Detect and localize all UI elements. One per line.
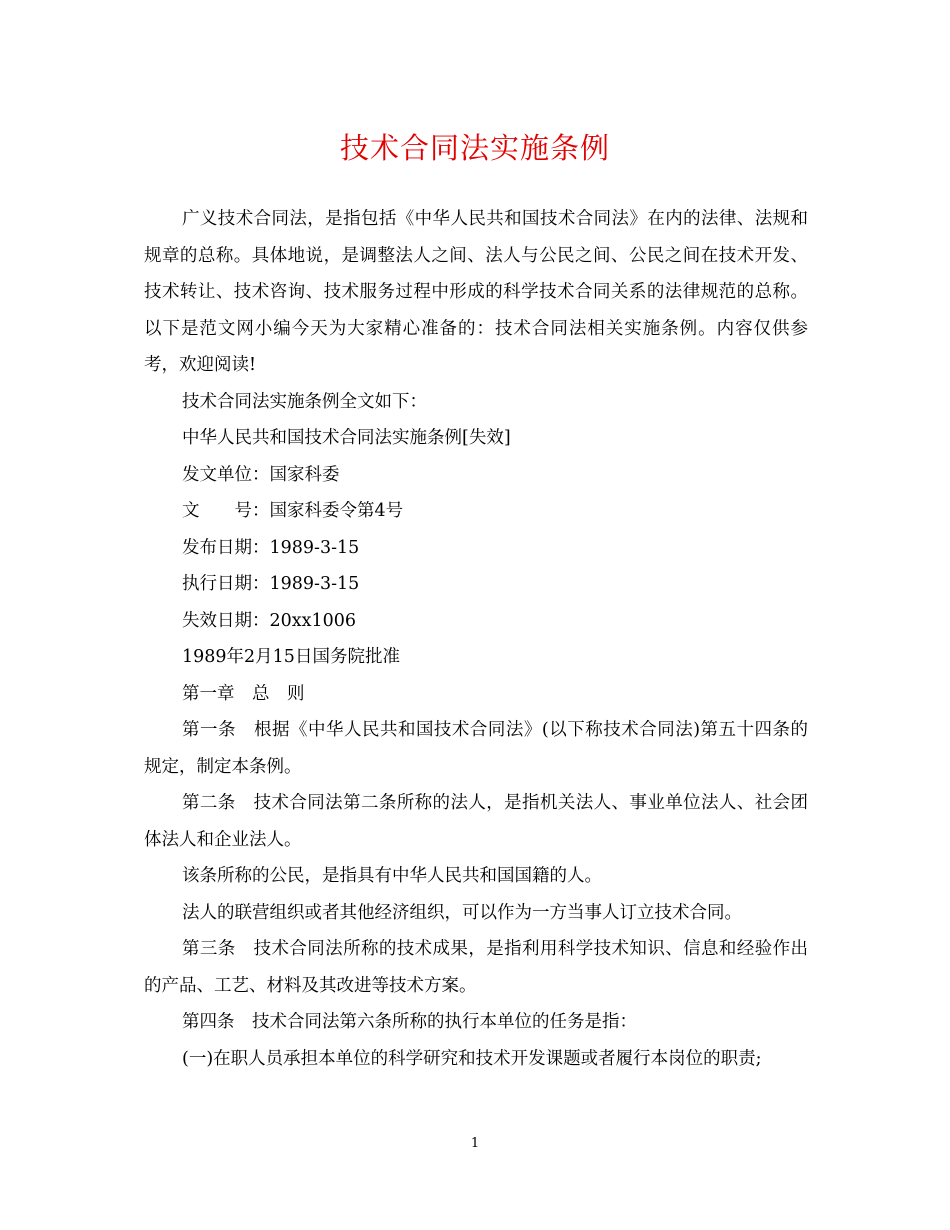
intro-paragraph: 广义技术合同法，是指包括《中华人民共和国技术合同法》在内的法律、法规和规章的总称。具体地说，是调整法人之间、法人与公民之间、公民之间在技术开发、技术转让、技术咨询、技术服务过程中形成的科学技术合同关系的法律规范的总称。以下是范文网小编今天为大家精心准备的：技术合同法相关实施条例。内容仅供参考，欢迎阅读! — [144, 209, 808, 375]
regulation-name: 中华人民共和国技术合同法实施条例[失效] — [182, 428, 511, 448]
document-number: 文 号：国家科委令第4号 — [182, 501, 404, 521]
document-body — [144, 201, 808, 1077]
article-3: 第三条 技术合同法所称的技术成果，是指利用科学技术知识、信息和经验作出的产品、工艺、材料及其改进等技术方案。 — [144, 939, 808, 996]
approval-note: 1989年2月15日国务院批准 — [182, 647, 400, 667]
article-1: 第一条 根据《中华人民共和国技术合同法》(以下称技术合同法)第五十四条的规定，制定本条例。 — [144, 720, 808, 777]
page-number: 1 — [470, 1136, 480, 1151]
article-4: 第四条 技术合同法第六条所称的执行本单位的任务是指： — [182, 1012, 637, 1032]
chapter-heading: 第一章 总 则 — [182, 683, 305, 704]
article-2-citizen: 该条所称的公民，是指具有中华人民共和国国籍的人。 — [182, 866, 602, 886]
article-2: 第二条 技术合同法第二条所称的法人，是指机关法人、事业单位法人、社会团体法人和企业法人。 — [144, 793, 808, 850]
document-title: 技术合同法实施条例 — [339, 131, 610, 165]
release-date: 发布日期：1989-3-15 — [182, 537, 360, 558]
issuing-unit: 发文单位：国家科委 — [182, 464, 340, 485]
effective-date: 执行日期：1989-3-15 — [182, 574, 360, 594]
fulltext-intro: 技术合同法实施条例全文如下： — [182, 391, 427, 412]
article-2-organization: 法人的联营组织或者其他经济组织，可以作为一方当事人订立技术合同。 — [182, 902, 742, 923]
expiry-date: 失效日期：20xx1006 — [182, 610, 357, 631]
article-4-item-1: (一)在职人员承担本单位的科学研究和技术开发课题或者履行本岗位的职责; — [182, 1048, 762, 1069]
